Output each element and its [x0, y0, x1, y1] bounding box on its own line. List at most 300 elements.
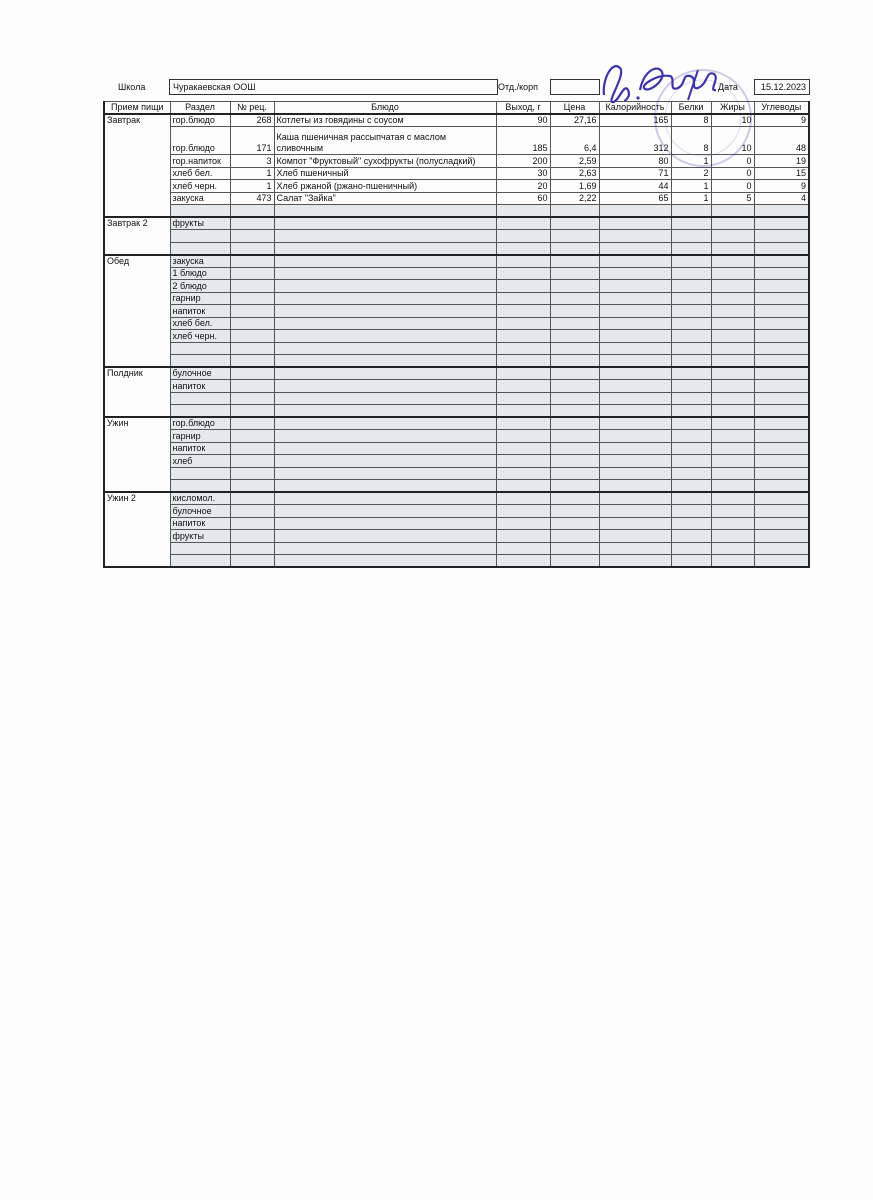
- rec-cell: [230, 205, 274, 218]
- fat-cell: [711, 467, 754, 480]
- prot-cell: 8: [671, 127, 711, 155]
- fat-cell: [711, 392, 754, 405]
- rec-cell: [230, 242, 274, 255]
- rec-cell: [230, 467, 274, 480]
- kcal-cell: [599, 267, 671, 280]
- price-cell: [550, 517, 599, 530]
- price-cell: [550, 530, 599, 543]
- carb-cell: [754, 267, 809, 280]
- rec-cell: [230, 505, 274, 518]
- fat-cell: [711, 492, 754, 505]
- price-cell: 6,4: [550, 127, 599, 155]
- section-cell: напиток: [170, 517, 230, 530]
- carb-cell: [754, 442, 809, 455]
- rec-cell: [230, 342, 274, 355]
- dish-cell: Салат "Зайка": [274, 192, 496, 205]
- table-row: [104, 517, 809, 530]
- kcal-cell: [599, 392, 671, 405]
- carb-cell: [754, 467, 809, 480]
- kcal-cell: [599, 205, 671, 218]
- kcal-cell: [599, 367, 671, 380]
- column-header: Жиры: [711, 102, 754, 115]
- table-row: [104, 317, 809, 330]
- out-cell: 200: [496, 155, 550, 168]
- price-cell: [550, 405, 599, 418]
- fat-cell: [711, 480, 754, 493]
- price-cell: [550, 480, 599, 493]
- price-cell: [550, 442, 599, 455]
- prot-cell: [671, 530, 711, 543]
- price-cell: [550, 330, 599, 343]
- rec-cell: [230, 380, 274, 393]
- table-row: [104, 217, 809, 230]
- out-cell: [496, 405, 550, 418]
- dish-cell: Котлеты из говядины с соусом: [274, 114, 496, 127]
- out-cell: [496, 355, 550, 368]
- column-header: Цена: [550, 102, 599, 115]
- table-row: [104, 492, 809, 505]
- table-body: [104, 114, 809, 567]
- price-cell: [550, 555, 599, 568]
- section-cell: [170, 542, 230, 555]
- fat-cell: [711, 367, 754, 380]
- rec-cell: 1: [230, 180, 274, 193]
- out-cell: [496, 255, 550, 268]
- fat-cell: [711, 305, 754, 318]
- dish-cell: [274, 255, 496, 268]
- kcal-cell: [599, 255, 671, 268]
- prot-cell: 8: [671, 114, 711, 127]
- rec-cell: [230, 405, 274, 418]
- fat-cell: 0: [711, 180, 754, 193]
- prot-cell: 1: [671, 192, 711, 205]
- section-cell: булочное: [170, 367, 230, 380]
- table-row: [104, 380, 809, 393]
- table-row: [104, 467, 809, 480]
- fat-cell: [711, 542, 754, 555]
- price-cell: 2,22: [550, 192, 599, 205]
- price-cell: [550, 205, 599, 218]
- table-row: [104, 480, 809, 493]
- kcal-cell: [599, 317, 671, 330]
- section-cell: напиток: [170, 305, 230, 318]
- prot-cell: [671, 380, 711, 393]
- out-cell: [496, 205, 550, 218]
- kcal-cell: [599, 380, 671, 393]
- section-cell: гор.напиток: [170, 155, 230, 168]
- kcal-cell: [599, 505, 671, 518]
- section-cell: [170, 230, 230, 243]
- table-row: [104, 367, 809, 380]
- dish-cell: [274, 430, 496, 443]
- column-header: Раздел: [170, 102, 230, 115]
- prot-cell: 1: [671, 155, 711, 168]
- fat-cell: [711, 317, 754, 330]
- dish-cell: [274, 367, 496, 380]
- prot-cell: [671, 392, 711, 405]
- out-cell: [496, 442, 550, 455]
- rec-cell: [230, 355, 274, 368]
- rec-cell: [230, 292, 274, 305]
- section-cell: [170, 392, 230, 405]
- dish-cell: [274, 330, 496, 343]
- section-cell: хлеб: [170, 455, 230, 468]
- prot-cell: [671, 305, 711, 318]
- meal-name: Завтрак 2: [104, 217, 170, 255]
- price-cell: 27,16: [550, 114, 599, 127]
- out-cell: [496, 430, 550, 443]
- price-cell: [550, 467, 599, 480]
- prot-cell: [671, 292, 711, 305]
- prot-cell: [671, 367, 711, 380]
- prot-cell: [671, 342, 711, 355]
- table-row: [104, 205, 809, 218]
- fat-cell: [711, 517, 754, 530]
- fat-cell: 0: [711, 167, 754, 180]
- prot-cell: [671, 255, 711, 268]
- dish-cell: [274, 530, 496, 543]
- dish-cell: Компот "Фруктовый" сухофрукты (полусладкий): [274, 155, 496, 168]
- rec-cell: [230, 367, 274, 380]
- fat-cell: 5: [711, 192, 754, 205]
- carb-cell: 15: [754, 167, 809, 180]
- meal-name: Ужин: [104, 417, 170, 492]
- rec-cell: 171: [230, 127, 274, 155]
- dish-cell: [274, 442, 496, 455]
- carb-cell: [754, 205, 809, 218]
- column-header: Блюдо: [274, 102, 496, 115]
- section-cell: хлеб бел.: [170, 317, 230, 330]
- price-cell: [550, 492, 599, 505]
- rec-cell: [230, 280, 274, 293]
- kcal-cell: [599, 442, 671, 455]
- dish-cell: [274, 555, 496, 568]
- out-cell: 185: [496, 127, 550, 155]
- price-cell: [550, 280, 599, 293]
- carb-cell: [754, 392, 809, 405]
- kcal-cell: [599, 517, 671, 530]
- school-label: Школа: [118, 82, 146, 92]
- meal-name: Ужин 2: [104, 492, 170, 567]
- dish-cell: [274, 292, 496, 305]
- fat-cell: [711, 417, 754, 430]
- kcal-cell: [599, 430, 671, 443]
- kcal-cell: [599, 492, 671, 505]
- prot-cell: [671, 317, 711, 330]
- table-row: [104, 355, 809, 368]
- rec-cell: [230, 542, 274, 555]
- section-cell: [170, 205, 230, 218]
- rec-cell: [230, 230, 274, 243]
- prot-cell: [671, 492, 711, 505]
- kcal-cell: [599, 217, 671, 230]
- fat-cell: 0: [711, 155, 754, 168]
- meal-name: Обед: [104, 255, 170, 368]
- table-row: [104, 114, 809, 127]
- out-cell: [496, 292, 550, 305]
- section-cell: фрукты: [170, 530, 230, 543]
- dish-cell: [274, 392, 496, 405]
- column-header: Выход, г: [496, 102, 550, 115]
- carb-cell: [754, 292, 809, 305]
- fat-cell: [711, 442, 754, 455]
- price-cell: [550, 355, 599, 368]
- meal-name: Завтрак: [104, 114, 170, 217]
- out-cell: 90: [496, 114, 550, 127]
- prot-cell: [671, 442, 711, 455]
- prot-cell: [671, 430, 711, 443]
- out-cell: [496, 380, 550, 393]
- rec-cell: [230, 430, 274, 443]
- section-cell: напиток: [170, 442, 230, 455]
- fat-cell: [711, 455, 754, 468]
- price-cell: [550, 342, 599, 355]
- price-cell: [550, 380, 599, 393]
- fat-cell: 10: [711, 127, 754, 155]
- carb-cell: 4: [754, 192, 809, 205]
- prot-cell: [671, 280, 711, 293]
- section-cell: гор.блюдо: [170, 114, 230, 127]
- fat-cell: [711, 342, 754, 355]
- price-cell: [550, 505, 599, 518]
- rec-cell: [230, 267, 274, 280]
- price-cell: 1,69: [550, 180, 599, 193]
- price-cell: [550, 267, 599, 280]
- table-row: [104, 155, 809, 168]
- section-cell: [170, 480, 230, 493]
- dish-cell: Хлеб ржаной (ржано-пшеничный): [274, 180, 496, 193]
- carb-cell: [754, 230, 809, 243]
- kcal-cell: [599, 455, 671, 468]
- fat-cell: [711, 292, 754, 305]
- table-row: [104, 542, 809, 555]
- carb-cell: 48: [754, 127, 809, 155]
- prot-cell: [671, 480, 711, 493]
- price-cell: 2,59: [550, 155, 599, 168]
- fat-cell: [711, 280, 754, 293]
- dish-cell: Каша пшеничная рассыпчатая с маслом сливочным: [274, 127, 496, 155]
- fat-cell: [711, 255, 754, 268]
- carb-cell: [754, 342, 809, 355]
- price-cell: [550, 317, 599, 330]
- fat-cell: [711, 267, 754, 280]
- dish-cell: [274, 355, 496, 368]
- fat-cell: [711, 355, 754, 368]
- kcal-cell: [599, 230, 671, 243]
- table-row: [104, 180, 809, 193]
- kcal-cell: [599, 330, 671, 343]
- price-cell: [550, 542, 599, 555]
- kcal-cell: [599, 280, 671, 293]
- dish-cell: [274, 480, 496, 493]
- price-cell: [550, 255, 599, 268]
- out-cell: [496, 555, 550, 568]
- table-row: [104, 405, 809, 418]
- out-cell: [496, 267, 550, 280]
- rec-cell: [230, 317, 274, 330]
- dish-cell: [274, 492, 496, 505]
- out-cell: [496, 492, 550, 505]
- kcal-cell: [599, 467, 671, 480]
- section-cell: гарнир: [170, 292, 230, 305]
- section-cell: напиток: [170, 380, 230, 393]
- carb-cell: [754, 492, 809, 505]
- carb-cell: [754, 330, 809, 343]
- carb-cell: [754, 430, 809, 443]
- out-cell: [496, 367, 550, 380]
- section-cell: кисломол.: [170, 492, 230, 505]
- kcal-cell: [599, 555, 671, 568]
- dish-cell: [274, 230, 496, 243]
- rec-cell: [230, 455, 274, 468]
- dish-cell: [274, 455, 496, 468]
- dept-label: Отд./корп: [498, 82, 538, 92]
- rec-cell: [230, 492, 274, 505]
- carb-cell: 9: [754, 114, 809, 127]
- rec-cell: [230, 555, 274, 568]
- table-row: [104, 342, 809, 355]
- section-cell: [170, 242, 230, 255]
- fat-cell: [711, 242, 754, 255]
- out-cell: [496, 417, 550, 430]
- table-row: [104, 455, 809, 468]
- carb-cell: [754, 417, 809, 430]
- out-cell: [496, 542, 550, 555]
- dept-value: [550, 79, 600, 95]
- rec-cell: 473: [230, 192, 274, 205]
- fat-cell: [711, 205, 754, 218]
- rec-cell: 268: [230, 114, 274, 127]
- out-cell: 60: [496, 192, 550, 205]
- table-row: [104, 280, 809, 293]
- dish-cell: [274, 242, 496, 255]
- out-cell: [496, 230, 550, 243]
- rec-cell: [230, 480, 274, 493]
- carb-cell: [754, 217, 809, 230]
- prot-cell: [671, 267, 711, 280]
- kcal-cell: [599, 480, 671, 493]
- fat-cell: [711, 555, 754, 568]
- kcal-cell: [599, 542, 671, 555]
- carb-cell: [754, 480, 809, 493]
- kcal-cell: [599, 355, 671, 368]
- section-cell: булочное: [170, 505, 230, 518]
- price-cell: [550, 292, 599, 305]
- carb-cell: [754, 455, 809, 468]
- column-header: Калорийность: [599, 102, 671, 115]
- table-header-row: [104, 102, 809, 115]
- prot-cell: 2: [671, 167, 711, 180]
- table-row: [104, 417, 809, 430]
- rec-cell: [230, 517, 274, 530]
- fat-cell: [711, 530, 754, 543]
- rec-cell: [230, 442, 274, 455]
- section-cell: закуска: [170, 192, 230, 205]
- out-cell: [496, 455, 550, 468]
- out-cell: [496, 317, 550, 330]
- price-cell: 2,63: [550, 167, 599, 180]
- carb-cell: [754, 380, 809, 393]
- column-header: № рец.: [230, 102, 274, 115]
- dish-cell: [274, 467, 496, 480]
- carb-cell: [754, 555, 809, 568]
- carb-cell: [754, 317, 809, 330]
- table-row: [104, 305, 809, 318]
- dish-cell: [274, 217, 496, 230]
- table-row: [104, 292, 809, 305]
- section-cell: [170, 405, 230, 418]
- dish-cell: [274, 380, 496, 393]
- fat-cell: [711, 380, 754, 393]
- prot-cell: [671, 242, 711, 255]
- fat-cell: [711, 330, 754, 343]
- fat-cell: [711, 217, 754, 230]
- price-cell: [550, 417, 599, 430]
- dish-cell: [274, 267, 496, 280]
- carb-cell: [754, 505, 809, 518]
- out-cell: [496, 530, 550, 543]
- prot-cell: [671, 405, 711, 418]
- kcal-cell: [599, 417, 671, 430]
- meal-name: Полдник: [104, 367, 170, 417]
- carb-cell: [754, 242, 809, 255]
- dish-cell: [274, 317, 496, 330]
- section-cell: [170, 355, 230, 368]
- dish-cell: [274, 517, 496, 530]
- rec-cell: [230, 255, 274, 268]
- rec-cell: 3: [230, 155, 274, 168]
- menu-table: [103, 101, 810, 568]
- table-row: [104, 242, 809, 255]
- prot-cell: [671, 505, 711, 518]
- fat-cell: 10: [711, 114, 754, 127]
- kcal-cell: [599, 305, 671, 318]
- kcal-cell: 71: [599, 167, 671, 180]
- rec-cell: [230, 330, 274, 343]
- section-cell: гор.блюдо: [170, 417, 230, 430]
- out-cell: [496, 517, 550, 530]
- table-row: [104, 505, 809, 518]
- section-cell: гарнир: [170, 430, 230, 443]
- section-cell: хлеб бел.: [170, 167, 230, 180]
- table-row: [104, 430, 809, 443]
- table-row: [104, 530, 809, 543]
- prot-cell: 1: [671, 180, 711, 193]
- out-cell: [496, 480, 550, 493]
- dish-cell: [274, 405, 496, 418]
- carb-cell: [754, 305, 809, 318]
- dish-cell: [274, 342, 496, 355]
- fat-cell: [711, 430, 754, 443]
- out-cell: [496, 242, 550, 255]
- prot-cell: [671, 542, 711, 555]
- dish-cell: Хлеб пшеничный: [274, 167, 496, 180]
- out-cell: 30: [496, 167, 550, 180]
- dish-cell: [274, 280, 496, 293]
- kcal-cell: 65: [599, 192, 671, 205]
- out-cell: [496, 392, 550, 405]
- section-cell: [170, 467, 230, 480]
- kcal-cell: [599, 342, 671, 355]
- prot-cell: [671, 355, 711, 368]
- table-row: [104, 442, 809, 455]
- kcal-cell: 80: [599, 155, 671, 168]
- carb-cell: 19: [754, 155, 809, 168]
- table-row: [104, 127, 809, 155]
- section-cell: хлеб черн.: [170, 330, 230, 343]
- prot-cell: [671, 555, 711, 568]
- prot-cell: [671, 330, 711, 343]
